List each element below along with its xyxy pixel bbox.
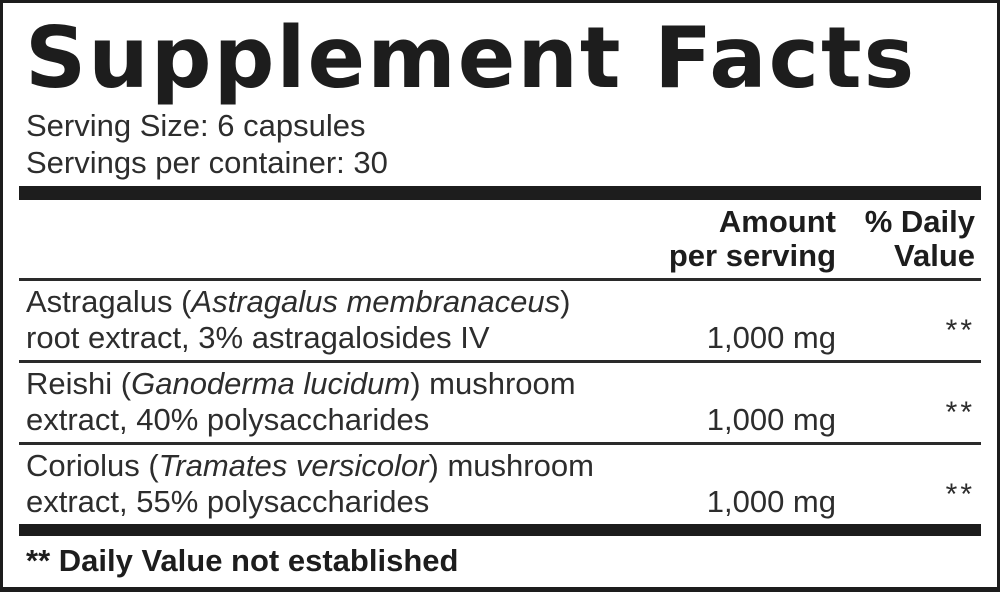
ingredient-detail: extract, 40% polysaccharides	[26, 402, 430, 437]
column-header-daily-value-line1: % Daily	[864, 204, 975, 239]
ingredient-name-prefix: Coriolus (	[26, 448, 159, 483]
table-row-astragalus	[19, 281, 981, 363]
servings-per-container-text: Servings per container: 30	[26, 145, 388, 180]
table-header-row	[19, 200, 981, 281]
ingredient-amount: 1,000 mg	[706, 484, 836, 519]
ingredient-name	[19, 445, 646, 524]
ingredient-amount: 1,000 mg	[706, 320, 836, 355]
ingredient-latin-name: Ganoderma lucidum	[131, 366, 411, 401]
ingredient-name-suffix: ) mushroom	[428, 448, 594, 483]
table-row-reishi	[19, 363, 981, 445]
ingredient-daily-value: **	[945, 396, 975, 429]
daily-value-footnote: ** Daily Value not established	[26, 543, 459, 578]
ingredient-name-suffix: ) mushroom	[410, 366, 576, 401]
divider-bar-top	[19, 186, 981, 200]
ingredient-name-suffix: )	[560, 284, 571, 319]
column-header-amount	[646, 205, 836, 273]
ingredient-daily-value: **	[945, 314, 975, 347]
ingredient-detail: extract, 55% polysaccharides	[26, 484, 430, 519]
panel-title: Supplement Facts	[25, 9, 917, 108]
column-header-daily-value	[836, 205, 981, 273]
ingredient-latin-name: Astragalus membranaceus	[191, 284, 561, 319]
divider-bar-bottom	[19, 524, 981, 536]
serving-size-text: Serving Size: 6 capsules	[26, 108, 366, 143]
table-row-coriolus	[19, 445, 981, 524]
ingredient-name	[19, 363, 646, 442]
ingredient-latin-name: Tramates versicolor	[158, 448, 429, 483]
ingredient-amount: 1,000 mg	[706, 402, 836, 437]
ingredient-name-prefix: Reishi (	[26, 366, 132, 401]
ingredient-daily-value: **	[945, 478, 975, 511]
ingredient-name-prefix: Astragalus (	[26, 284, 192, 319]
column-header-amount-line1: Amount	[718, 204, 836, 239]
ingredient-name	[19, 281, 646, 360]
ingredient-detail: root extract, 3% astragalosides IV	[26, 320, 490, 355]
column-header-daily-value-line2: Value	[894, 238, 975, 273]
column-header-amount-line2: per serving	[668, 238, 836, 273]
header-spacer	[19, 205, 646, 273]
